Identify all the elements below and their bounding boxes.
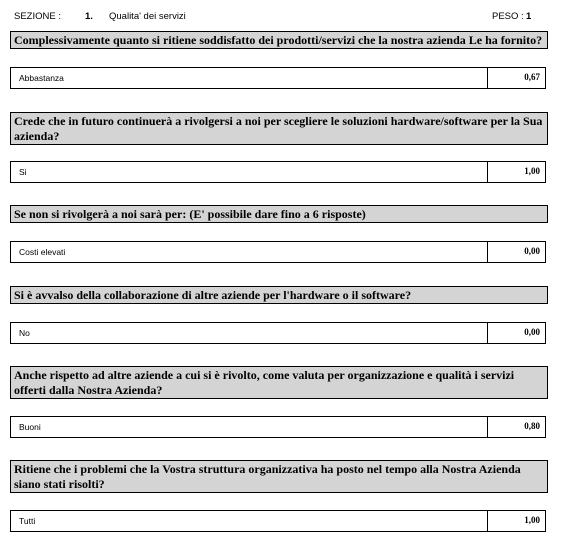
question-4: Si è avvalso della collaborazione di altre aziende per l'hardware o il software? (10, 286, 548, 304)
column-divider (487, 511, 488, 531)
section-number: 1. (85, 11, 93, 22)
answer-text: Tutti (19, 516, 36, 526)
column-divider (487, 417, 488, 437)
answer-score: 0,00 (524, 246, 540, 256)
question-2: Crede che in futuro continuerà a rivolgersi a noi per scegliere le soluzioni hardware/software per la Sua azienda? (10, 112, 548, 145)
answer-row-1 (10, 67, 546, 89)
answer-row-2 (10, 161, 546, 183)
answer-row-4 (10, 322, 546, 344)
answer-row-3 (10, 241, 546, 263)
weight-label: PESO : (492, 11, 524, 22)
answer-score: 1,00 (524, 515, 540, 525)
section-label: SEZIONE : (14, 11, 61, 22)
column-divider (487, 323, 488, 343)
answer-score: 0,00 (524, 327, 540, 337)
column-divider (487, 162, 488, 182)
column-divider (487, 68, 488, 88)
answer-text: Abbastanza (19, 73, 64, 83)
question-6: Ritiene che i problemi che la Vostra struttura organizzativa ha posto nel tempo alla Nostra Azienda siano stati risolti? (10, 460, 548, 493)
answer-text: No (19, 328, 30, 338)
section-title: Qualita' dei servizi (109, 11, 186, 22)
answer-score: 0,67 (524, 72, 540, 82)
answer-text: Si (19, 167, 27, 177)
answer-text: Buoni (19, 422, 41, 432)
question-5: Anche rispetto ad altre aziende a cui si è rivolto, come valuta per organizzazione e qualità i servizi offerti dalla Nostra Azienda? (10, 366, 548, 399)
column-divider (487, 242, 488, 262)
question-3: Se non si rivolgerà a noi sarà per: (E' possibile dare fino a 6 risposte) (10, 205, 548, 223)
answer-text: Costi elevati (19, 247, 66, 257)
weight-value: 1 (526, 11, 532, 22)
answer-row-5 (10, 416, 546, 438)
section-header (14, 11, 549, 25)
question-1: Complessivamente quanto si ritiene soddisfatto dei prodotti/servizi che la nostra azienda Le ha fornito? (10, 31, 548, 49)
answer-row-6 (10, 510, 546, 532)
answer-score: 1,00 (524, 166, 540, 176)
answer-score: 0,80 (524, 421, 540, 431)
